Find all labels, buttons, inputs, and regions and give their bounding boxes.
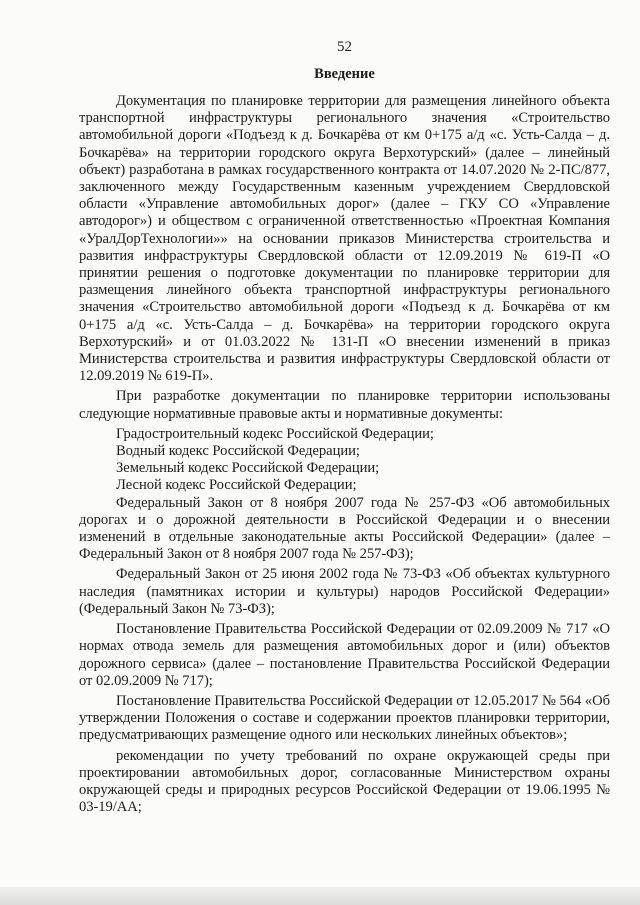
list-item-federal-law-257: Федеральный Закон от 8 ноября 2007 года № 257-ФЗ «Об автомобильных дорогах и о дорожной деятельности в Российской Федерации и о внесении изменений в отдельные законодательные акты Российской Федерации» (далее – Федеральный Закон от 8 ноября 2007 года № 257-ФЗ); bbox=[79, 494, 610, 563]
scan-bottom-edge bbox=[0, 887, 640, 905]
list-item-water-code: Водный кодекс Российской Федерации; bbox=[116, 443, 360, 460]
list-item-environment-recommendations: рекомендации по учету требований по охране окружающей среды при проектировании автомобильных дорог, согласованные Министерством охраны окружающей среды и природных ресурсов Российской Федерации от 19.06.1995 № 03-19/АА; bbox=[79, 747, 610, 816]
list-item-urban-planning-code: Градостроительный кодекс Российской Федерации; bbox=[116, 425, 434, 442]
list-item-resolution-717: Постановление Правительства Российской Федерации от 02.09.2009 № 717 «О нормах отвода земель для размещения автомобильных дорог и (или) объектов дорожного сервиса» (далее – постановление Правительства Российской Федерации от 02.09.2009 № 717); bbox=[79, 621, 610, 689]
paragraph-normative-acts-lead: При разработке документации по планировке территории использованы следующие нормативные правовые акты и нормативные документы: bbox=[79, 388, 610, 422]
list-item-land-code: Земельный кодекс Российской Федерации; bbox=[116, 460, 380, 477]
page-number: 52 bbox=[337, 39, 352, 55]
document-body bbox=[79, 93, 610, 816]
list-item-federal-law-73: Федеральный Закон от 25 июня 2002 года № 73-ФЗ «Об объектах культурного наследия (памятниках истории и культуры) народов Российской Федерации» (Федеральный Закон № 73-ФЗ); bbox=[79, 566, 610, 617]
section-title: Введение bbox=[314, 66, 375, 82]
list-item-forest-code: Лесной кодекс Российской Федерации; bbox=[116, 477, 357, 494]
list-item-resolution-564: Постановление Правительства Российской Федерации от 12.05.2017 № 564 «Об утверждении Положения о составе и содержании проектов планировки территории, предусматривающих размещение одного или нескольких линейных объектов»; bbox=[79, 692, 610, 744]
paragraph-intro: Документация по планировке территории для размещения линейного объекта транспортной инфраструктуры регионального значения «Строительство автомобильной дороги «Подъезд к д. Бочкарёва от км 0+175 а/д «с. Усть-Салда – д. Бочкарёва» на территории городского округа Верхотурский» (далее – линейный объект) разработана в рамках государственного контракта от 14.07.2020 № 2-ПС/877, заключенного между Государственным казенным учреждением Свердловской области «Управление автомобильных дорог» (далее – ГКУ СО «Управление автодорог») и обществом с ограниченной ответственностью «Проектная Компания «УралДорТехнологии»» на основании приказов Министерства строительства и развития инфраструктуры Свердловской области от 12.09.2019 № 619-П «О принятии решения о подготовке документации по планировке территории для размещения линейного объекта транспортной инфраструктуры регионального значения «Строительство автомобильной дороги «Подъезд к д. Бочкарёва от км 0+175 а/д «с. Усть-Салда – д. Бочкарёва» на территории городского округа Верхотурский» и от 01.03.2022 № 131-П «О внесении изменений в приказ Министерства строительства и развития инфраструктуры Свердловской области от 12.09.2019 № 619-П». bbox=[79, 93, 610, 385]
